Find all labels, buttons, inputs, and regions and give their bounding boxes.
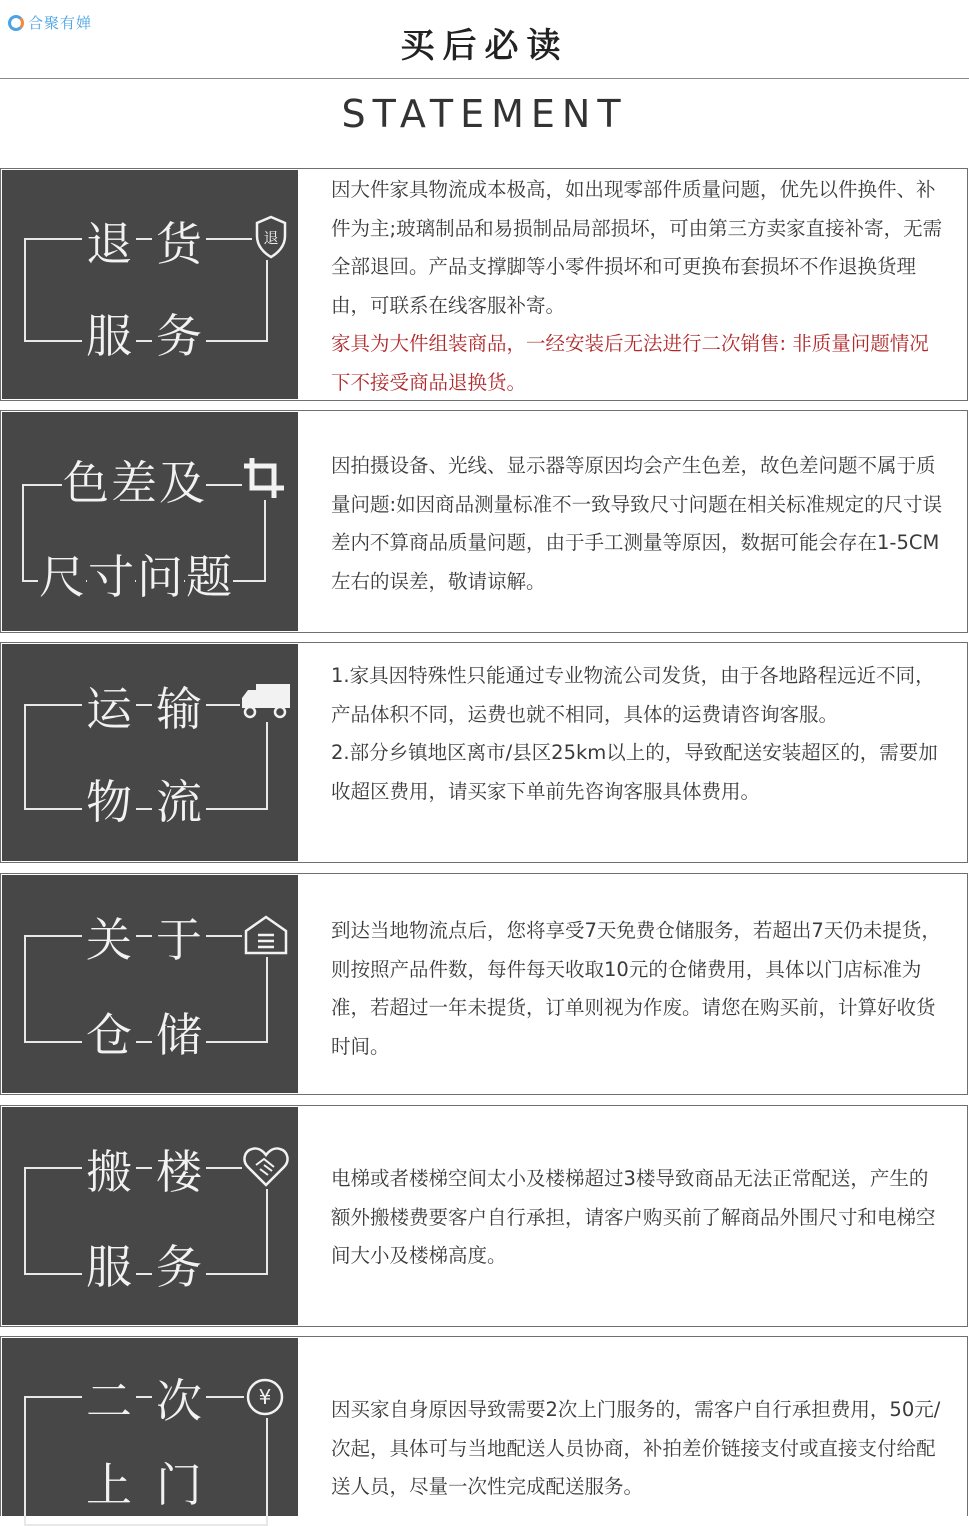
crop-icon [242,456,286,500]
label-bracket [24,935,268,1043]
section-highlight: 家具为大件组装商品，一经安装后无法进行二次销售: 非质量问题情况下不接受商品退换货。 [331,332,929,394]
label-char: 仓 [82,1012,136,1058]
truck-icon [240,680,292,722]
section-label-panel [2,644,298,861]
svg-text:退: 退 [263,229,279,247]
section-content [331,447,943,601]
label-bracket [24,1396,268,1526]
label-char: 流 [152,779,206,825]
section-content [331,912,943,1066]
label-char: 色 [63,456,109,510]
label-char: 二 [82,1378,136,1424]
label-char: 问 [137,550,183,604]
section-label-panel [2,412,298,631]
page-subtitle: STATEMENT [341,92,628,136]
warehouse-icon [242,913,290,957]
section-label-panel [2,170,298,399]
section-content [331,1160,943,1276]
section-paragraph: 2.部分乡镇地区离市/县区25km以上的，导致配送安装超区的，需要加收超区费用，请买家下单前先咨询客服具体费用。 [331,741,938,803]
label-char: 储 [152,1012,206,1058]
section-label-panel [2,1107,298,1325]
section-label-panel [2,1338,298,1516]
section-stair-carry [0,1105,968,1327]
label-bracket [24,1167,268,1275]
label-char: 次 [152,1378,206,1424]
yen-coin-icon [244,1376,286,1418]
section-paragraph: 因大件家具物流成本极高，如出现零部件质量问题，优先以件换件、补件为主;玻璃制品和易损制品局部损坏，可由第三方卖家直接补寄，无需全部退回。产品支撑脚等小零件损坏和可更换布套损坏不作退换货理由，可联系在线客服补寄。 [331,178,943,317]
label-char: 服 [82,313,136,359]
label-char: 务 [152,1244,206,1290]
label-bracket [24,238,268,342]
section-paragraph: 1.家具因特殊性只能通过专业物流公司发货，由于各地路程远近不同，产品体积不同，运费也就不相同，具体的运费请咨询客服。 [331,664,935,726]
label-char: 尺 [39,550,85,604]
page-title: 买后必读 [400,26,569,66]
label-char: 上 [82,1462,136,1508]
label-char: 及 [159,456,205,510]
label-char: 搬 [82,1149,136,1195]
section-return-service [0,168,968,401]
label-char: 门 [152,1462,206,1508]
label-char: 寸 [88,550,134,604]
shield-return-icon [252,214,290,260]
section-paragraph: 因买家自身原因导致需要2次上门服务的，需客户自行承担费用，50元/次起，具体可与当地配送人员协商，补拍差价链接支付或直接支付给配送人员，尽量一次性完成配送服务。 [331,1398,941,1498]
section-shipping [0,642,968,863]
label-char: 运 [82,686,136,732]
section-paragraph: 到达当地物流点后，您将享受7天免费仓储服务，若超出7天仍未提货，则按照产品件数，每件每天收取10元的仓储费用，具体以门店标准为准，若超过一年未提货，订单则视为作废。请您在购买前，计算好收货时间。 [331,919,941,1058]
label-char: 输 [152,686,206,732]
section-content [331,657,943,811]
brand-logo-text: 合聚有婵 [28,14,93,32]
label-char: 货 [152,221,206,267]
section-paragraph: 电梯或者楼梯空间太小及楼梯超过3楼导致商品无法正常配送，产生的额外搬楼费要客户自行承担，请客户购买前了解商品外围尺寸和电梯空间大小及楼梯高度。 [331,1167,936,1267]
heart-handshake-icon [242,1145,290,1189]
label-char: 服 [82,1244,136,1290]
section-paragraph: 因拍摄设备、光线、显示器等原因均会产生色差，故色差问题不属于质量问题:如因商品测量标准不一致导致尺寸问题在相关标准规定的尺寸误差内不算商品质量问题，由于手工测量等原因，数据可能会存在1-5CM左右的误差，敬请谅解。 [331,454,943,593]
title-divider [0,78,969,79]
section-second-visit [0,1336,968,1516]
label-char: 关 [82,917,136,963]
label-char: 于 [152,917,206,963]
section-color-size [0,410,968,633]
svg-text:¥: ¥ [258,1385,272,1409]
label-char: 差 [111,456,157,510]
label-char: 物 [82,779,136,825]
section-label-panel [2,875,298,1093]
label-char: 题 [186,550,232,604]
section-content [331,171,943,402]
label-bracket [24,704,268,810]
section-content [331,1391,945,1507]
label-char: 退 [82,221,136,267]
label-char: 务 [152,313,206,359]
label-char: 楼 [152,1149,206,1195]
section-storage [0,873,968,1095]
